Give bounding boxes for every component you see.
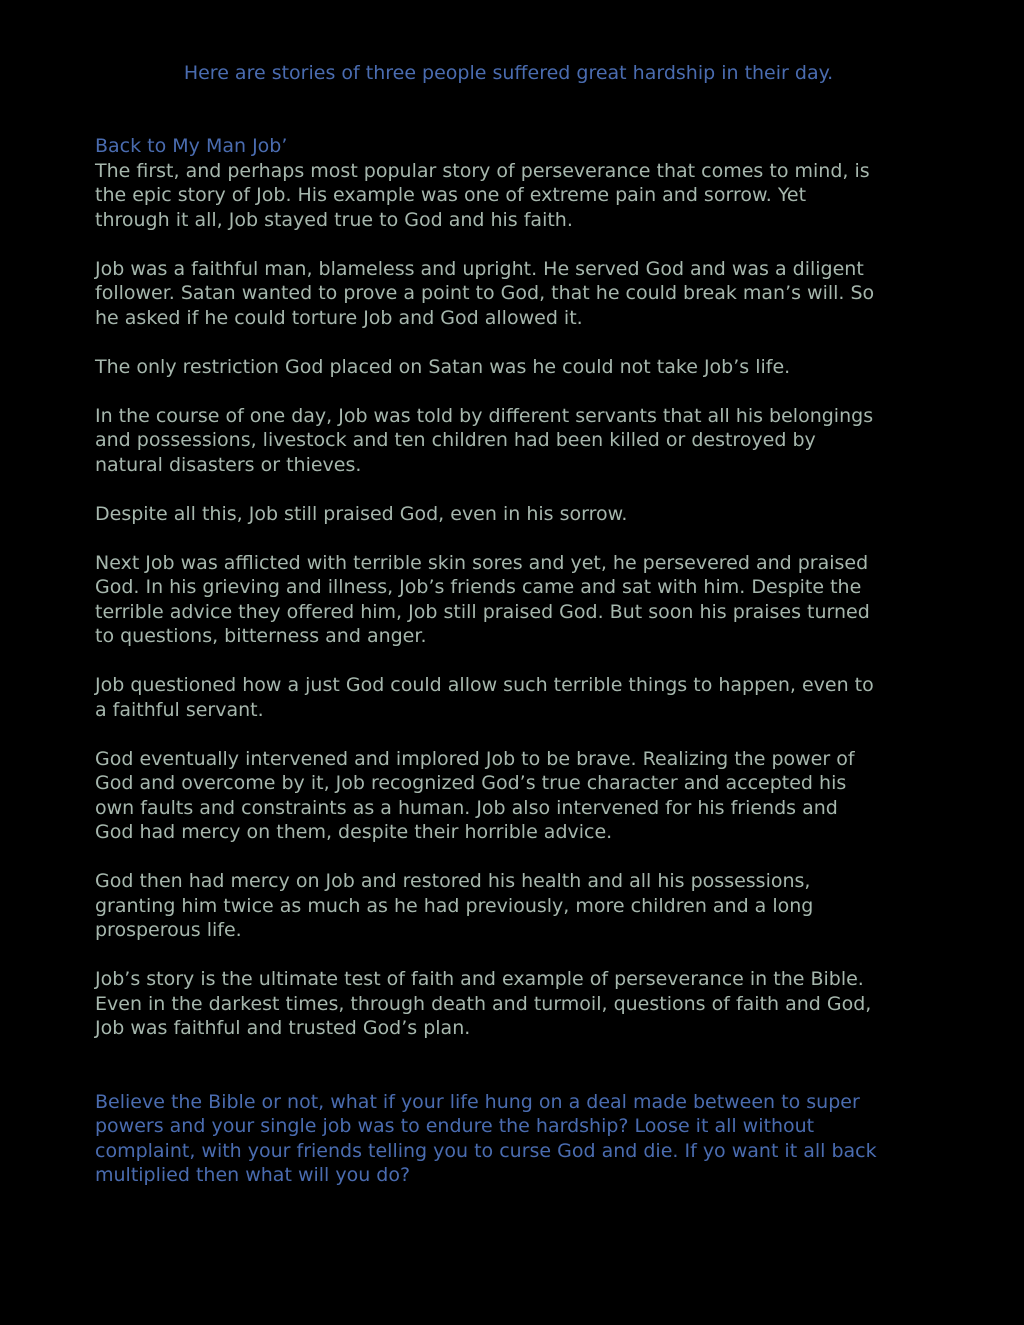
closing-paragraph: Believe the Bible or not, what if your life hung on a deal made between to super powers and your single job was to endure the hardship? Loose it all without complaint, with your friends telling you to curse God and die. If yo want it all back multiplied then what will you do? [95, 1090, 877, 1186]
paragraph: In the course of one day, Job was told by different servants that all his belongings and possessions, livestock and ten children had been killed or destroyed by natural disasters or thieves. [95, 404, 874, 476]
paragraph: Job questioned how a just God could allow such terrible things to happen, even to a faithful servant. [95, 674, 874, 721]
intro-line: Here are stories of three people suffered great hardship in their day. [183, 62, 834, 84]
paragraph: God eventually intervened and implored Job to be brave. Realizing the power of God and overcome by it, Job recognized God’s true character and accepted his own faults and constraints as a human. Job also intervened for his friends and God had mercy on them, despite their horrible advice. [95, 747, 855, 843]
paragraph: God then had mercy on Job and restored his health and all his possessions, granting him twice as much as he had previously, more children and a long prosperous life. [95, 870, 814, 941]
paragraph: Job’s story is the ultimate test of faith and example of perseverance in the Bible. Even in the darkest times, through death and turmoil, questions of faith and God, Job was faithful and trusted God’s plan. [95, 968, 872, 1039]
section-heading: Back to My Man Job’ [95, 135, 288, 157]
paragraph: Job was a faithful man, blameless and upright. He served God and was a diligent follower. Satan wanted to prove a point to God, that he could break man’s will. So he asked if he could torture Job and God allowed it. [95, 257, 875, 329]
paragraph: Despite all this, Job still praised God, even in his sorrow. [95, 502, 628, 525]
story-section [95, 134, 940, 1188]
paragraph: Next Job was afflicted with terrible skin sores and yet, he persevered and praised God. In his grieving and illness, Job’s friends came and sat with him. Despite the terrible advice they offered him, Job still praised God. But soon his praises turned to questions, bitterness and anger. [95, 551, 870, 647]
paragraph: The first, and perhaps most popular story of perseverance that comes to mind, is the epic story of Job. His example was one of extreme pain and sorrow. Yet through it all, Job stayed true to God and his faith. [95, 159, 870, 231]
paragraph: The only restriction God placed on Satan was he could not take Job’s life. [95, 355, 791, 378]
